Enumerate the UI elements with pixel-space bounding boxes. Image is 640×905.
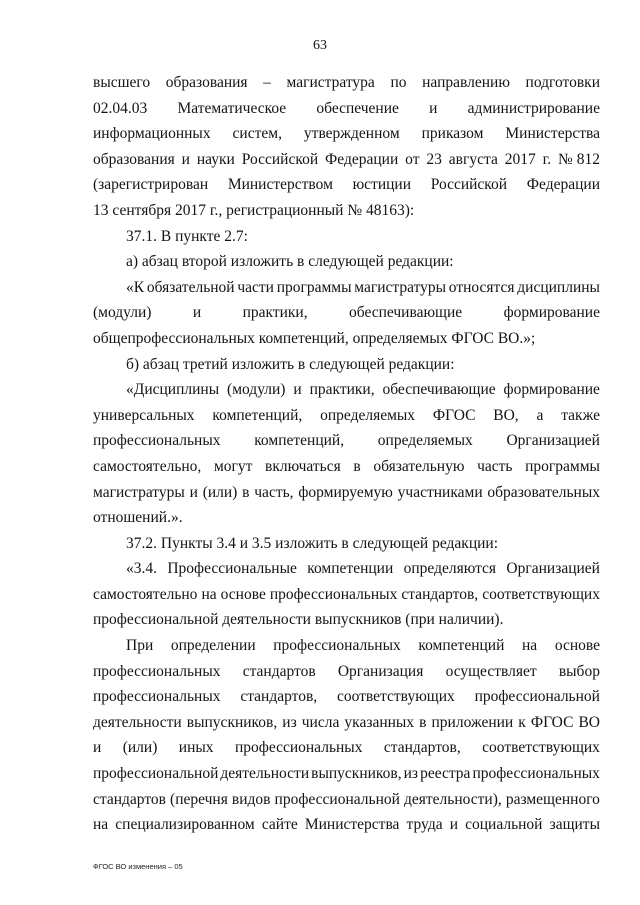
text-word: подготовки (525, 74, 600, 91)
text-word: Российской (241, 150, 319, 168)
text-line (93, 147, 600, 173)
text-word: защиты (549, 816, 600, 834)
text-line (93, 659, 600, 685)
text-word: Организация (337, 662, 424, 680)
text-word: образования (165, 74, 248, 91)
text-word: профессиональных (472, 765, 600, 783)
text-word: образовательных (487, 483, 600, 501)
page-number: 63 (313, 38, 327, 53)
text-word: программы (276, 278, 352, 296)
text-word: общепрофессиональных компетенций, определяемых ФГОС ВО.»; (93, 329, 536, 347)
text-word: г. (542, 150, 552, 168)
text-line (93, 684, 600, 710)
text-word: компетенции (307, 560, 394, 578)
text-word: стандартов (93, 790, 166, 808)
text-word: могут (213, 457, 253, 475)
text-word: практики, (242, 304, 308, 322)
text-word: администрирование (467, 99, 600, 117)
text-word: стандартов, (401, 585, 479, 603)
text-word: (модули) (93, 304, 152, 322)
text-word: обязательную (373, 457, 465, 475)
text-word: (зарегистрирован (93, 176, 209, 194)
text-word: на (522, 637, 538, 655)
text-word: в (419, 713, 427, 731)
text-word: 13 сентября 2017 г., регистрационный № 48163): (93, 201, 415, 219)
text-word: профессиональной деятельности выпускников (при наличии). (93, 611, 504, 629)
text-line (93, 352, 600, 378)
text-word: от (405, 150, 420, 168)
text-word: № 812 (558, 150, 600, 168)
text-word: определяемых (320, 406, 416, 424)
text-word: обеспечивающие (349, 304, 463, 322)
text-word: высшего (93, 74, 151, 91)
text-word: формирование (503, 304, 600, 322)
text-word: и (189, 483, 198, 501)
text-word: социальной (465, 816, 543, 834)
text-line (93, 607, 600, 633)
text-line (93, 454, 600, 480)
text-line (93, 198, 600, 224)
text-word: 02.04.03 (93, 99, 148, 117)
text-word: (или) (202, 483, 238, 501)
text-word: образования (93, 150, 175, 168)
text-line (93, 531, 600, 557)
text-word: соответствующих (482, 585, 600, 603)
text-word: ФГОС (432, 406, 476, 424)
text-word: практики, (309, 381, 375, 399)
text-word: стандартов, (240, 688, 318, 706)
text-word: часть (477, 457, 513, 475)
text-word: части (237, 278, 274, 296)
text-word: приложении (431, 713, 514, 731)
text-word: стандартов, (383, 739, 461, 757)
text-word: магистратура (286, 74, 375, 91)
text-word: информационных (93, 125, 211, 143)
text-word: программы (525, 457, 600, 475)
text-word: реестра (420, 765, 471, 783)
text-word: ФГОС (530, 713, 574, 731)
text-word: соответствующих (482, 739, 600, 757)
text-word: профессиональной (474, 688, 600, 706)
text-line (93, 403, 600, 429)
text-word: систем, (232, 125, 282, 143)
text-word: к (518, 713, 526, 731)
text-word: (перечня (170, 790, 228, 808)
text-word: утвержденном (303, 125, 400, 143)
text-word: универсальных (93, 406, 195, 424)
text-word: в (353, 457, 361, 475)
text-word: «К (126, 278, 145, 296)
text-word: дисциплины (517, 278, 600, 296)
text-word: и (192, 304, 202, 322)
text-word: относятся (448, 278, 515, 296)
text-word: и (429, 99, 438, 117)
text-word: Организацией (506, 560, 600, 578)
text-line (93, 428, 600, 454)
text-word: на (93, 816, 109, 834)
text-line (93, 710, 600, 736)
text-line (93, 812, 600, 838)
text-word: науки (196, 150, 235, 168)
text-word: числа (301, 713, 340, 731)
text-line (93, 505, 600, 531)
text-word: «3.4. (126, 560, 157, 578)
text-word: Министерства (304, 816, 400, 834)
text-word: 2017 (504, 150, 536, 168)
text-word: обеспечивающие (382, 381, 496, 399)
text-word: отношений.». (93, 509, 183, 527)
text-word: деятельности), (403, 790, 502, 808)
text-word: профессиональных (93, 432, 221, 450)
text-line (93, 556, 600, 582)
text-word: Федерации (526, 176, 600, 194)
text-word: Профессиональные (167, 560, 297, 578)
text-line (93, 275, 600, 301)
text-word: основе (554, 637, 600, 655)
text-word: участниками (397, 483, 483, 501)
text-line (93, 582, 600, 608)
text-word: стандартов (242, 662, 316, 680)
text-word: (модули) (227, 381, 286, 399)
text-word: ВО (578, 713, 600, 731)
text-word: 23 (426, 150, 442, 168)
text-word: самостоятельно, (93, 457, 202, 475)
text-word: При (126, 637, 154, 655)
text-word: Министерства (505, 125, 600, 143)
text-word: профессиональной (93, 765, 219, 783)
text-word: Организацией (506, 432, 600, 450)
text-word: и (181, 150, 190, 168)
text-word: выпускников, (311, 765, 402, 783)
text-word: профессиональных (269, 585, 398, 603)
text-word: компетенций (418, 637, 505, 655)
text-word: осуществляет (445, 662, 537, 680)
text-word: деятельности (220, 765, 310, 783)
text-word: сайте (261, 816, 298, 834)
text-word: Математическое (177, 99, 287, 117)
text-word: «Дисциплины (126, 381, 220, 399)
text-word: компетенций, (254, 432, 345, 450)
text-word: иных (178, 739, 214, 757)
text-line (93, 787, 600, 813)
text-word: выбор (558, 662, 600, 680)
text-word: (или) (122, 739, 158, 757)
text-line (93, 326, 600, 352)
text-word: Российской (430, 176, 508, 194)
text-word: основе (220, 585, 266, 603)
text-word: определении (170, 637, 256, 655)
text-line (93, 249, 600, 275)
text-word: юстиции (352, 176, 412, 194)
text-word: видов (231, 790, 271, 808)
text-word: Министерством (227, 176, 333, 194)
text-word: направлению (422, 74, 510, 91)
text-line (93, 224, 600, 250)
text-word: труда (406, 816, 443, 834)
text-line (93, 70, 600, 96)
text-word: а) абзац второй изложить в следующей редакции: (126, 253, 454, 271)
text-word: магистратуры (93, 483, 185, 501)
text-line (93, 121, 600, 147)
text-line (93, 761, 600, 787)
text-word: профессиональных (234, 739, 363, 757)
text-word: на (201, 585, 217, 603)
text-word: также (561, 406, 600, 424)
text-word: компетенций, (212, 406, 303, 424)
text-word: из (403, 765, 419, 783)
text-word: деятельности (93, 713, 182, 731)
text-word: выпускников, (186, 713, 278, 731)
text-word: 37.1. В пункте 2.7: (126, 227, 248, 245)
text-word: профессиональных (273, 637, 401, 655)
text-word: формируемую (298, 483, 393, 501)
text-word: из (282, 713, 297, 731)
text-word: обеспечение (316, 99, 399, 117)
text-word: 37.2. Пункты 3.4 и 3.5 изложить в следующей редакции: (126, 534, 499, 552)
text-word: профессиональных (93, 662, 221, 680)
text-word: профессиональной (274, 790, 400, 808)
text-line (93, 735, 600, 761)
text-line (93, 172, 600, 198)
text-word: указанных (344, 713, 415, 731)
text-word: августа (448, 150, 498, 168)
text-word: определяемых (377, 432, 473, 450)
text-word: специализированном (115, 816, 255, 834)
text-word: – (263, 74, 271, 91)
page-footer: ФГОС ВО изменения – 05 (93, 862, 183, 871)
text-word: формирование (503, 381, 600, 399)
text-word: ВО, (493, 406, 519, 424)
text-line (93, 480, 600, 506)
text-word: часть, (254, 483, 294, 501)
text-word: и (93, 739, 102, 757)
text-word: а (536, 406, 544, 424)
text-word: включаться (265, 457, 341, 475)
text-word: магистратуры (354, 278, 447, 296)
text-word: б) абзац третий изложить в следующей редакции: (126, 355, 455, 373)
text-word: и (449, 816, 458, 834)
text-line (93, 96, 600, 122)
text-word: профессиональных (93, 688, 221, 706)
text-word: по (390, 74, 407, 91)
text-word: размещенного (505, 790, 600, 808)
text-word: приказом (421, 125, 484, 143)
body-text (93, 70, 600, 838)
text-word: самостоятельно (93, 585, 198, 603)
text-word: обязательной (146, 278, 235, 296)
text-word: соответствующих (336, 688, 455, 706)
text-word: определяются (403, 560, 497, 578)
text-line (93, 377, 600, 403)
text-word: и (293, 381, 302, 399)
text-line (93, 300, 600, 326)
text-word: Федерации (325, 150, 399, 168)
text-line (93, 633, 600, 659)
text-word: в (242, 483, 250, 501)
